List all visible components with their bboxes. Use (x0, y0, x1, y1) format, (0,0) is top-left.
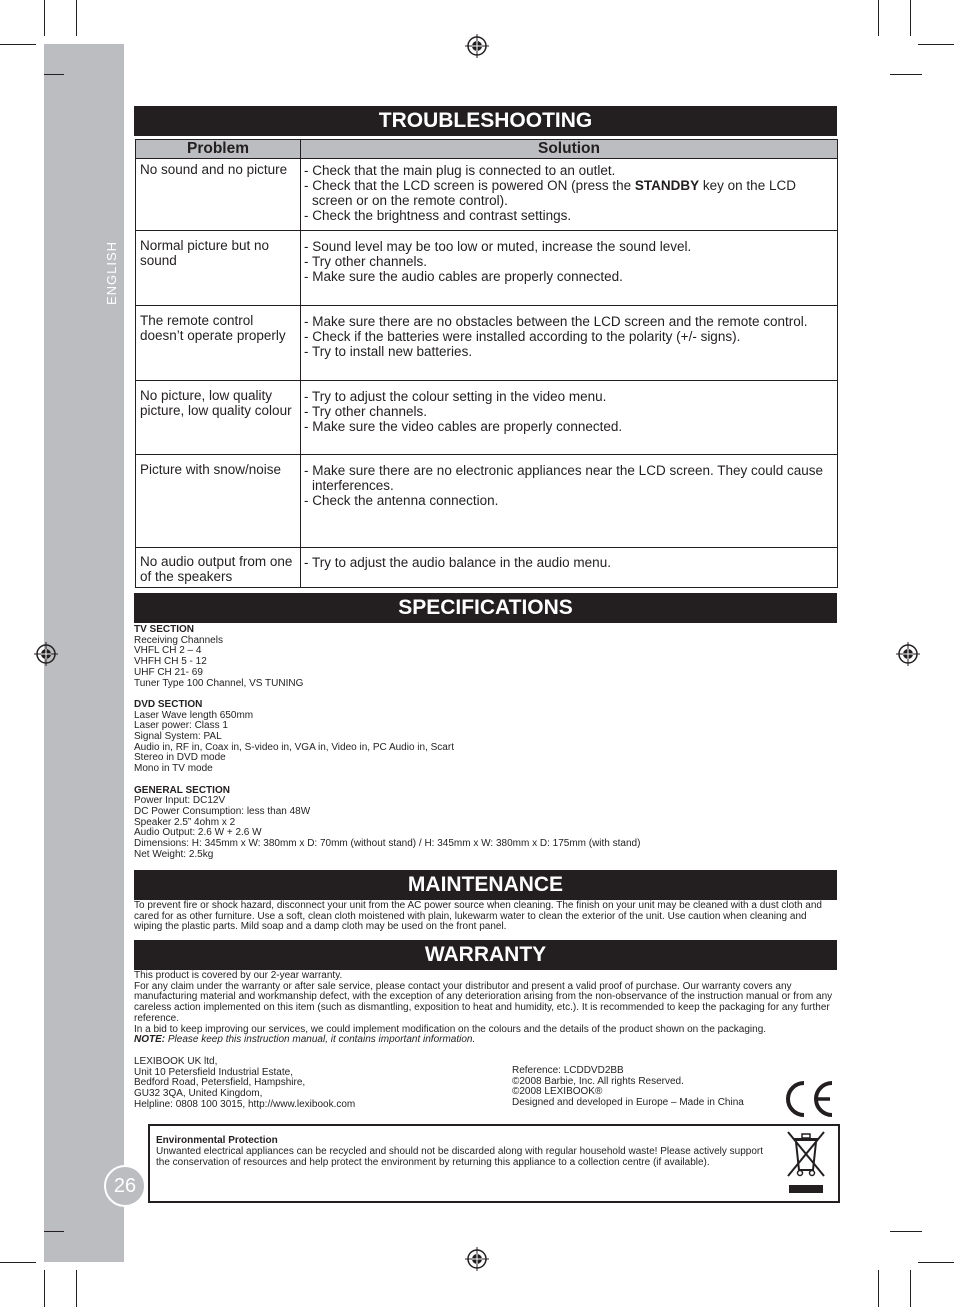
problem-cell: Normal picture but no sound (136, 231, 301, 306)
crop-mark (890, 74, 922, 75)
crop-mark (878, 1270, 879, 1307)
spec-line: UHF CH 21- 69 (134, 666, 203, 678)
crop-mark (918, 1262, 954, 1263)
specifications-block (134, 625, 834, 860)
registration-mark-icon (896, 642, 920, 666)
column-header-solution: Solution (301, 140, 838, 159)
spec-line: Receiving Channels (134, 634, 223, 646)
address-line: Helpline: 0808 100 3015, http://www.lexibook.com (134, 1098, 356, 1110)
address-line: Unit 10 Petersfield Industrial Estate, (134, 1066, 293, 1078)
warranty-text (134, 971, 834, 1046)
environmental-protection-body: Unwanted electrical appliances can be recycled and should not be discarded along with regular household waste! Please actively support the conservation of resources and help protect the environment by returning this appliance to a collection centre (if available). (156, 1146, 764, 1168)
table-row (136, 455, 838, 548)
reference-line: Designed and developed in Europe – Made in China (512, 1097, 744, 1109)
solution-cell (301, 159, 838, 231)
solution-line (304, 178, 833, 208)
spec-line: Power Input: DC12V (134, 795, 226, 807)
warranty-note (134, 1035, 834, 1046)
spec-line: Mono in TV mode (134, 763, 213, 775)
solution-line: - Check the brightness and contrast settings. (304, 208, 572, 223)
solution-line: - Check that the main plug is connected to an outlet. (304, 163, 616, 178)
registration-mark-icon (465, 1247, 489, 1271)
environmental-protection-heading: Environmental Protection (156, 1135, 278, 1146)
solution-line: - Try to adjust the colour setting in the video menu. (304, 389, 607, 404)
solution-line: - Try other channels. (304, 254, 428, 269)
tv-section-heading: TV SECTION (134, 624, 195, 635)
spec-line: Audio Output: 2.6 W + 2.6 W (134, 827, 262, 839)
crop-mark (44, 74, 64, 75)
solution-line: - Make sure the video cables are properly connected. (304, 419, 623, 434)
solution-text: key on the LCD screen or on the remote control). (312, 178, 796, 208)
page-number: 26 (104, 1165, 146, 1207)
problem-cell: No audio output from one of the speakers (136, 548, 301, 588)
problem-cell: The remote control doesn’t operate properly (136, 306, 301, 381)
solution-cell (301, 548, 838, 588)
dvd-section-heading: DVD SECTION (134, 698, 203, 710)
column-header-problem: Problem (136, 140, 301, 159)
crop-mark (44, 0, 45, 36)
crop-mark (76, 0, 77, 36)
crop-mark (44, 1270, 45, 1307)
solution-line: - Check if the batteries were installed according to the polarity (+/- signs). (304, 329, 741, 344)
table-row (136, 548, 838, 588)
solution-text: - Check that the LCD screen is powered ON (press the (304, 178, 635, 193)
standby-key-label: STANDBY (634, 178, 700, 193)
spec-line: VHFL CH 2 – 4 (134, 645, 202, 657)
address-line: Bedford Road, Petersfield, Hampshire, (134, 1077, 306, 1089)
solution-line: - Try other channels. (304, 404, 428, 419)
table-row (136, 231, 838, 306)
problem-cell: No picture, low quality picture, low quality colour (136, 381, 301, 455)
crop-mark (910, 0, 911, 36)
crossed-bin-icon (784, 1130, 828, 1196)
environmental-protection-text (156, 1135, 776, 1168)
warranty-line: In a bid to keep improving our services, we could implement modification on the colours and the details of the product shown on the packaging. (134, 1023, 767, 1035)
spec-line: VHFH CH 5 - 12 (134, 656, 207, 668)
warranty-title: WARRANTY (134, 940, 837, 970)
solution-cell (301, 455, 838, 548)
solution-line: - Make sure there are no obstacles between the LCD screen and the remote control. (304, 314, 808, 329)
ce-mark-icon (780, 1079, 836, 1119)
product-reference (512, 1066, 772, 1109)
crop-mark (910, 1270, 911, 1307)
warranty-line: This product is covered by our 2-year warranty. (134, 970, 343, 981)
table-row (136, 306, 838, 381)
address-line: GU32 3QA, United Kingdom, (134, 1088, 263, 1100)
solution-line: - Sound level may be too low or muted, increase the sound level. (304, 239, 692, 254)
spec-line: Audio in, RF in, Coax in, S-video in, VGA in, Video in, PC Audio in, Scart (134, 741, 454, 753)
solution-line: - Try to adjust the audio balance in the audio menu. (304, 555, 611, 570)
crop-mark (0, 44, 36, 45)
solution-line: - Try to install new batteries. (304, 344, 473, 359)
address-line: LEXIBOOK UK ltd, (134, 1056, 218, 1067)
crop-mark (878, 0, 879, 36)
spec-line: Signal System: PAL (134, 731, 222, 743)
table-row (136, 159, 838, 231)
note-text: Please keep this instruction manual, it contains important information. (165, 1034, 476, 1046)
troubleshooting-title: TROUBLESHOOTING (134, 106, 837, 136)
solution-line: - Check the antenna connection. (304, 493, 499, 508)
maintenance-text: To prevent fire or shock hazard, disconnect your unit from the AC power source when cleaning. The finish on your unit may be cleaned with a dust cloth and cared for as other furniture. Use a soft, clean cloth moistened with plain, lukewarm water to clean the exterior of the unit. Use caution when cleaning and wiping the plastic parts. Mild soap and a damp cloth may be used on the front panel. (134, 900, 822, 933)
general-section-heading: GENERAL SECTION (134, 784, 230, 796)
spec-line: DC Power Consumption: less than 48W (134, 805, 311, 817)
spec-line: Dimensions: H: 345mm x W: 380mm x D: 70mm (without stand) / H: 345mm x W: 380mm x D: 175mm (with stand) (134, 838, 641, 850)
crop-mark (918, 44, 954, 45)
reference-line: ©2008 LEXIBOOK® (512, 1086, 603, 1098)
note-label: NOTE: (134, 1034, 166, 1046)
language-label (104, 291, 119, 305)
crop-mark (890, 1231, 922, 1232)
company-address (134, 1057, 494, 1111)
table-row (136, 381, 838, 455)
crop-mark (44, 1231, 64, 1232)
reference-line: Reference: LCDDVD2BB (512, 1065, 624, 1076)
spec-line: Net Weight: 2.5kg (134, 848, 214, 860)
spec-line: Tuner Type 100 Channel, VS TUNING (134, 677, 304, 689)
registration-mark-icon (34, 642, 58, 666)
specifications-title: SPECIFICATIONS (134, 593, 837, 623)
crop-mark (76, 1270, 77, 1307)
solution-line: - Make sure the audio cables are properly connected. (304, 269, 623, 284)
crop-mark (0, 1262, 36, 1263)
solution-cell (301, 381, 838, 455)
reference-line: ©2008 Barbie, Inc. All rights Reserved. (512, 1075, 684, 1087)
spec-line: Stereo in DVD mode (134, 752, 226, 764)
solution-cell (301, 306, 838, 381)
solution-cell (301, 231, 838, 306)
spec-line: Laser Wave length 650mm (134, 709, 254, 721)
troubleshooting-table (135, 139, 838, 588)
spec-line: Speaker 2.5” 4ohm x 2 (134, 816, 236, 828)
warranty-line: For any claim under the warranty or after sale service, please contact your distributor and present a valid proof of purchase. Our warranty covers any manufacturing material and workmanship defect, with the exception of any deterioration arising from the non-observance of the instruction manual or from any careless action implemented on this item (such as dismantling, exposition to heat and humidity, etc.). It is recommended to keep the packaging for any further reference. (134, 980, 833, 1024)
registration-mark-icon (465, 34, 489, 58)
problem-cell: Picture with snow/noise (136, 455, 301, 548)
maintenance-title: MAINTENANCE (134, 870, 837, 900)
problem-cell: No sound and no picture (136, 159, 301, 231)
spec-line: Laser power: Class 1 (134, 720, 228, 732)
solution-line: - Make sure there are no electronic appliances near the LCD screen. They could cause interferences. (304, 463, 824, 493)
